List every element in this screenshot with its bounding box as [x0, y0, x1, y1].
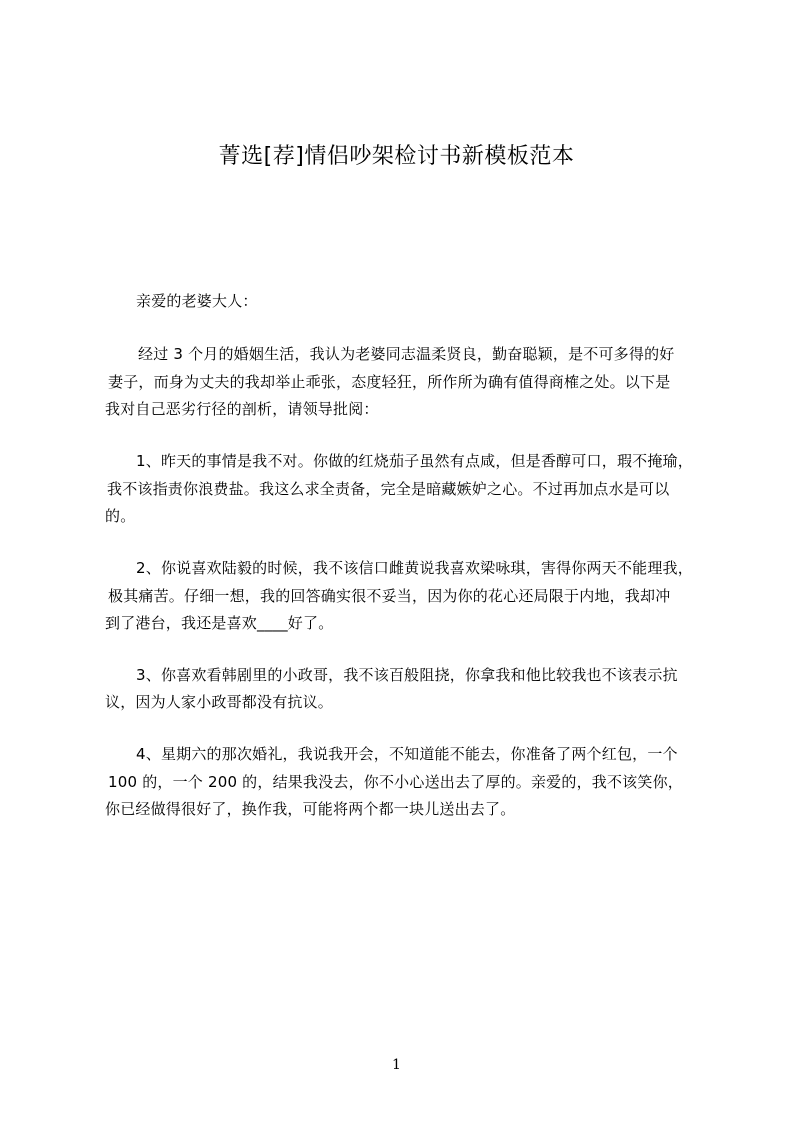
paragraph-line: 到了港台，我还是喜欢____好了。: [105, 614, 334, 632]
paragraph-line: 妻子，而身为丈夫的我却举止乖张，态度轻狂，所作所为确有值得商榷之处。以下是: [108, 373, 671, 391]
page-number: 1: [392, 1057, 401, 1073]
paragraph-line: 你已经做得很好了，换作我，可能将两个都一块儿送出去了。: [105, 800, 516, 818]
paragraph-line: 我对自己恶劣行径的剖析，请领导批阅：: [105, 400, 379, 418]
paragraph-line: 3、你喜欢看韩剧里的小政哥，我不该百般阻挠，你拿我和他比较我也不该表示抗: [136, 666, 678, 684]
paragraph-line: 的。: [105, 507, 136, 525]
paragraph-line: 我不该指责你浪费盐。我这么求全责备，完全是暗藏嫉妒之心。不过再加点水是可以: [107, 480, 670, 498]
paragraph-line: 经过 3 个月的婚姻生活，我认为老婆同志温柔贤良，勤奋聪颖，是不可多得的好: [138, 345, 675, 363]
paragraph-line: 极其痛苦。仔细一想，我的回答确实很不妥当，因为你的花心还局限于内地，我却冲: [108, 587, 671, 605]
paragraph-line: 议，因为人家小政哥都没有抗议。: [105, 693, 334, 711]
paragraph-line: 100 的，一个 200 的，结果我没去，你不小心送出去了厚的。亲爱的，我不该笑你，: [108, 773, 683, 791]
paragraph-line: 2、你说喜欢陆毅的时候，我不该信口雌黄说我喜欢梁咏琪，害得你两天不能理我，: [136, 559, 693, 577]
paragraph-line: 1、昨天的事情是我不对。你做的红烧茄子虽然有点咸，但是香醇可口，瑕不掩瑜，: [136, 452, 693, 470]
paragraph-line: 4、星期六的那次婚礼，我说我开会，不知道能不能去，你准备了两个红包，一个: [136, 745, 678, 763]
page-title: 菁选[荐]情侣吵架检讨书新模板范本: [218, 144, 575, 169]
salutation: 亲爱的老婆大人：: [136, 292, 258, 310]
